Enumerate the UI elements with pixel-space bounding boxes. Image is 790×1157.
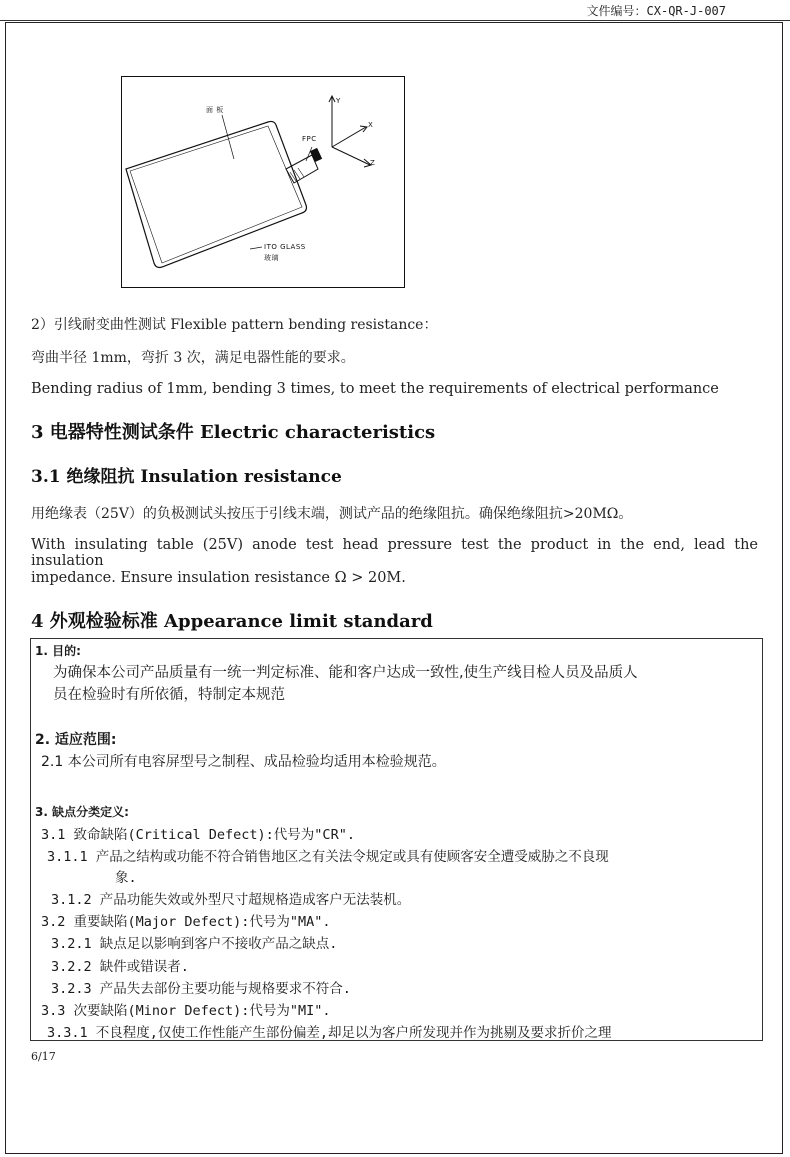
section-4-heading: 4 外观检验标准 Appearance limit standard	[31, 611, 433, 632]
label-front-panel: 面 板	[206, 106, 224, 114]
purpose-title: 1. 目的:	[35, 644, 81, 658]
document-number: 文件编号：CX-QR-J-007	[586, 4, 726, 18]
defect-3-2-2: 3.2.2 缺件或错误者.	[51, 959, 189, 975]
insulation-cn: 用绝缘表（25V）的负极测试头按压于引线末端，测试产品的绝缘阻抗。确保绝缘阻抗>20MΩ。	[31, 506, 633, 522]
label-glass: 玻璃	[264, 254, 279, 262]
bending-test-cn: 弯曲半径 1mm，弯折 3 次，满足电器性能的要求。	[31, 350, 355, 366]
section-3-1-heading: 3.1 绝缘阻抗 Insulation resistance	[31, 467, 342, 487]
axis-x-line	[332, 127, 366, 147]
label-axis-z: Z	[370, 159, 376, 167]
label-ito-glass: ITO GLASS	[264, 243, 306, 251]
defect-3-2-1: 3.2.1 缺点足以影响到客户不接收产品之缺点.	[51, 936, 338, 952]
insulation-en-1: With insulating table (25V) anode test head pressure test the product in the end, lead the insulation	[31, 537, 758, 569]
appearance-standard-box	[30, 638, 763, 1041]
bending-test-title: 2）引线耐变曲性测试 Flexible pattern bending resistance：	[31, 317, 438, 333]
leader-fpc	[306, 147, 312, 161]
scope-title: 2. 适应范围:	[35, 732, 117, 748]
header-rule	[0, 20, 790, 21]
defect-3-1-1b: 象.	[115, 870, 137, 886]
bending-test-en: Bending radius of 1mm, bending 3 times, to meet the requirements of electrical performance	[31, 381, 719, 397]
purpose-line-1: 为确保本公司产品质量有一统一判定标准、能和客户达成一致性,使生产线目检人员及品质人	[53, 665, 638, 681]
defect-3-2-3: 3.2.3 产品失去部份主要功能与规格要求不符合.	[51, 981, 351, 997]
fpc-tail	[286, 155, 318, 183]
bending-diagram	[121, 76, 405, 288]
page-number: 6/17	[31, 1050, 56, 1063]
defect-3-3: 3.3 次要缺陷(Minor Defect):代号为"MI".	[41, 1003, 331, 1019]
defect-3-3-1: 3.3.1 不良程度,仅使工作性能产生部份偏差,却足以为客户所发现并作为挑剔及要求折价之理	[47, 1025, 612, 1041]
leader-ito	[250, 247, 262, 249]
defect-title: 3. 缺点分类定义:	[35, 805, 129, 819]
section-3-heading: 3 电器特性测试条件 Electric characteristics	[31, 422, 436, 443]
label-fpc: FPC	[302, 135, 317, 143]
purpose-line-2: 员在检验时有所依循，特制定本规范	[53, 687, 285, 703]
scope-line-1: 2.1 本公司所有电容屏型号之制程、成品检验均适用本检验规范。	[41, 754, 446, 770]
label-axis-y: Y	[336, 97, 341, 105]
insulation-en-2: impedance. Ensure insulation resistance Ω > 20M.	[31, 570, 406, 586]
defect-3-2: 3.2 重要缺陷(Major Defect):代号为"MA".	[41, 914, 331, 930]
axis-z-line	[332, 147, 370, 165]
defect-3-1-2: 3.1.2 产品功能失效或外型尺寸超规格造成客户无法装机。	[51, 892, 411, 908]
label-axis-x: X	[368, 121, 374, 129]
fpc-tip	[310, 148, 322, 162]
defect-3-1-1a: 3.1.1 产品之结构或功能不符合销售地区之有关法令规定或具有使顾客安全遭受威胁之不良现	[47, 849, 609, 865]
defect-3-1: 3.1 致命缺陷(Critical Defect):代号为"CR".	[41, 827, 355, 843]
